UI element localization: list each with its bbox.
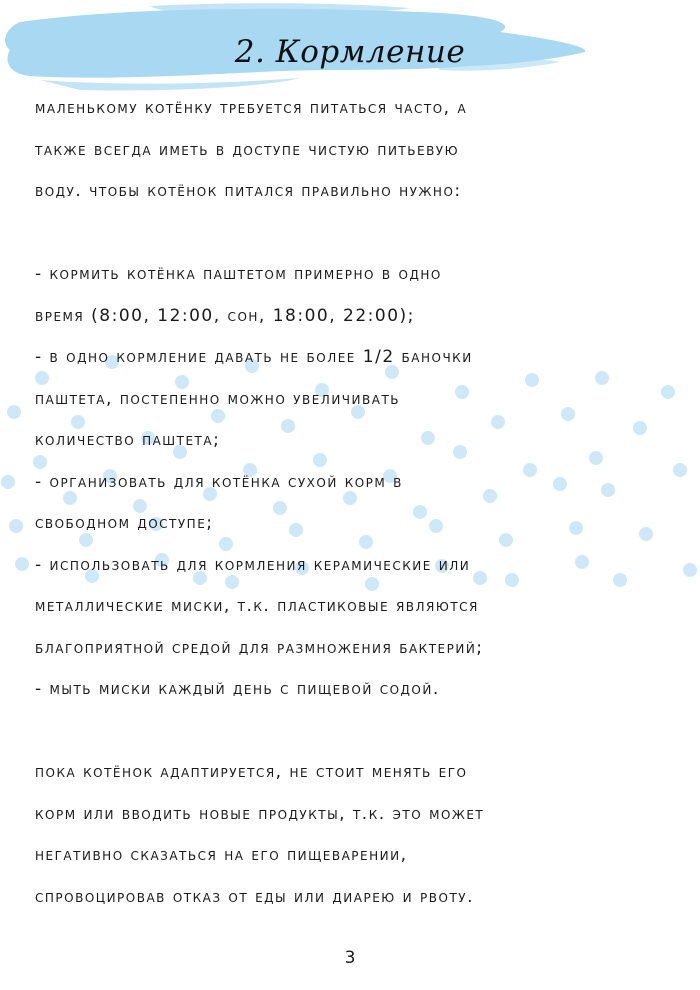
paragraph-gap [35, 213, 675, 255]
list-line: - использовать для кормления керамические или [35, 554, 471, 575]
page-content [35, 88, 675, 918]
text-line: воду. чтобы котёнок питался правильно нужно: [35, 181, 462, 201]
text-line: корм или вводить новые продукты, т.к. это может [35, 803, 485, 824]
list-line: свободном доступе; [35, 513, 214, 533]
decor-dot [673, 463, 687, 477]
decor-dot [9, 519, 23, 533]
text-line: негативно сказаться на его пищеварении, [35, 845, 408, 865]
decor-dot [7, 405, 21, 419]
list-line: паштета, постепенно можно увеличивать [35, 388, 401, 409]
text-line: пока котёнок адаптируется, не стоит менять его [35, 762, 468, 782]
paragraph-gap [35, 711, 675, 753]
text-line: также всегда иметь в доступе чистую питьевую [35, 139, 460, 160]
decor-dot [15, 557, 29, 571]
list-line: - мыть миски каждый день с пищевой содой. [35, 679, 440, 699]
text-line: спровоцировав отказ от еды или диарею и рвоту. [35, 886, 475, 907]
list-line: - кормить котёнка паштетом примерно в одно [35, 264, 442, 284]
list-line: - в одно кормление давать не более 1/2 баночки [35, 347, 473, 367]
page-number: 3 [344, 948, 356, 968]
list-line: металлические миски, т.к. пластиковые являются [35, 596, 479, 616]
decor-dot [1, 475, 15, 489]
list-line: благоприятной средой для размножения бактерий; [35, 637, 484, 658]
decor-dot [683, 563, 697, 577]
list-line: - организовать для котёнка сухой корм в [35, 471, 403, 492]
list-line: время (8:00, 12:00, сон, 18:00, 22:00); [35, 305, 415, 326]
text-line: маленькому котёнку требуется питаться часто, а [35, 98, 468, 118]
list-line: количество паштета; [35, 430, 221, 450]
page-title: 2. Кормление [234, 34, 466, 70]
